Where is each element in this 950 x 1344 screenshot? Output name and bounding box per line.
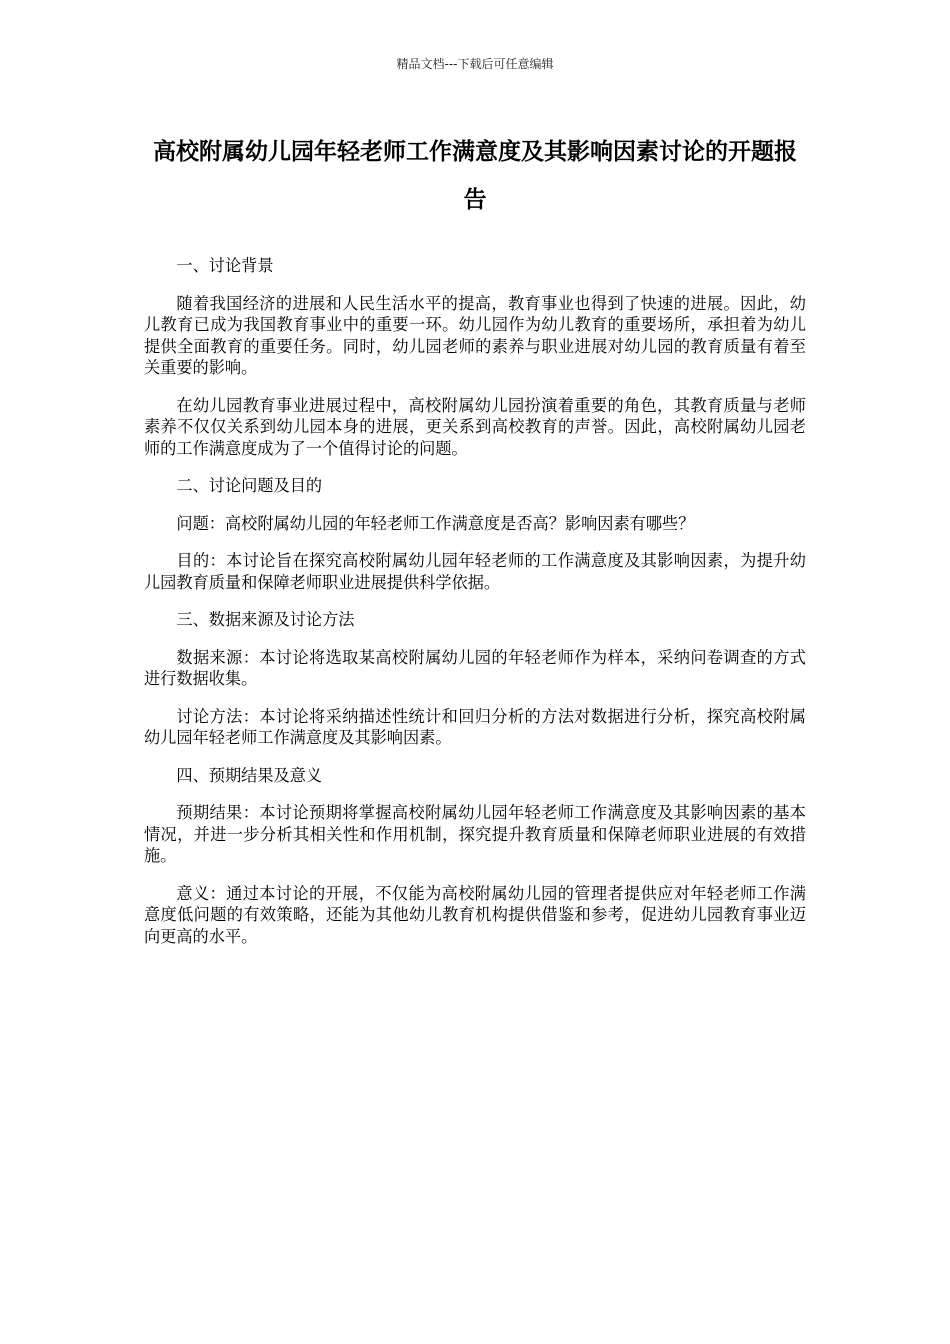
paragraph-data-source: 数据来源：本讨论将选取某高校附属幼儿园的年轻老师作为样本，采纳问卷调查的方式进行数据收集。 xyxy=(144,647,806,688)
paragraph-expected-results: 预期结果：本讨论预期将掌握高校附属幼儿园年轻老师工作满意度及其影响因素的基本情况，并进一步分析其相关性和作用机制，探究提升教育质量和保障老师职业进展的有效措施。 xyxy=(144,803,806,865)
section-heading-expected: 四、预期结果及意义 xyxy=(176,765,323,785)
document-body xyxy=(144,255,806,963)
paragraph-significance: 意义：通过本讨论的开展，不仅能为高校附属幼儿园的管理者提供应对年轻老师工作满意度低问题的有效策略，还能为其他幼儿教育机构提供借鉴和参考，促进幼儿园教育事业迈向更高的水平。 xyxy=(144,883,806,946)
paragraph-background-1: 随着我国经济的进展和人民生活水平的提高，教育事业也得到了快速的进展。因此，幼儿教育已成为我国教育事业中的重要一环。幼儿园作为幼儿教育的重要场所，承担着为幼儿提供全面教育的重要任务。同时，幼儿园老师的素养与职业进展对幼儿园的教育质量有着至关重要的影响。 xyxy=(144,293,806,377)
section-heading-questions: 二、讨论问题及目的 xyxy=(176,476,323,495)
section-heading-methods: 三、数据来源及讨论方法 xyxy=(176,610,355,629)
page-header: 精品文档---下载后可任意编辑 xyxy=(396,57,554,71)
paragraph-purpose: 目的：本讨论旨在探究高校附属幼儿园年轻老师的工作满意度及其影响因素，为提升幼儿园教育质量和保障老师职业进展提供科学依据。 xyxy=(144,551,806,592)
document-title: 高校附属幼儿园年轻老师工作满意度及其影响因素讨论的开题报告 xyxy=(153,139,797,213)
paragraph-background-2: 在幼儿园教育事业进展过程中，高校附属幼儿园扮演着重要的角色，其教育质量与老师素养不仅仅关系到幼儿园本身的进展，更关系到高校教育的声誉。因此，高校附属幼儿园老师的工作满意度成为了一个值得讨论的问题。 xyxy=(144,395,806,458)
paragraph-question: 问题：高校附属幼儿园的年轻老师工作满意度是否高？影响因素有哪些？ xyxy=(176,513,695,533)
section-heading-background: 一、讨论背景 xyxy=(176,256,274,275)
paragraph-method: 讨论方法：本讨论将采纳描述性统计和回归分析的方法对数据进行分析，探究高校附属幼儿园年轻老师工作满意度及其影响因素。 xyxy=(144,706,806,747)
